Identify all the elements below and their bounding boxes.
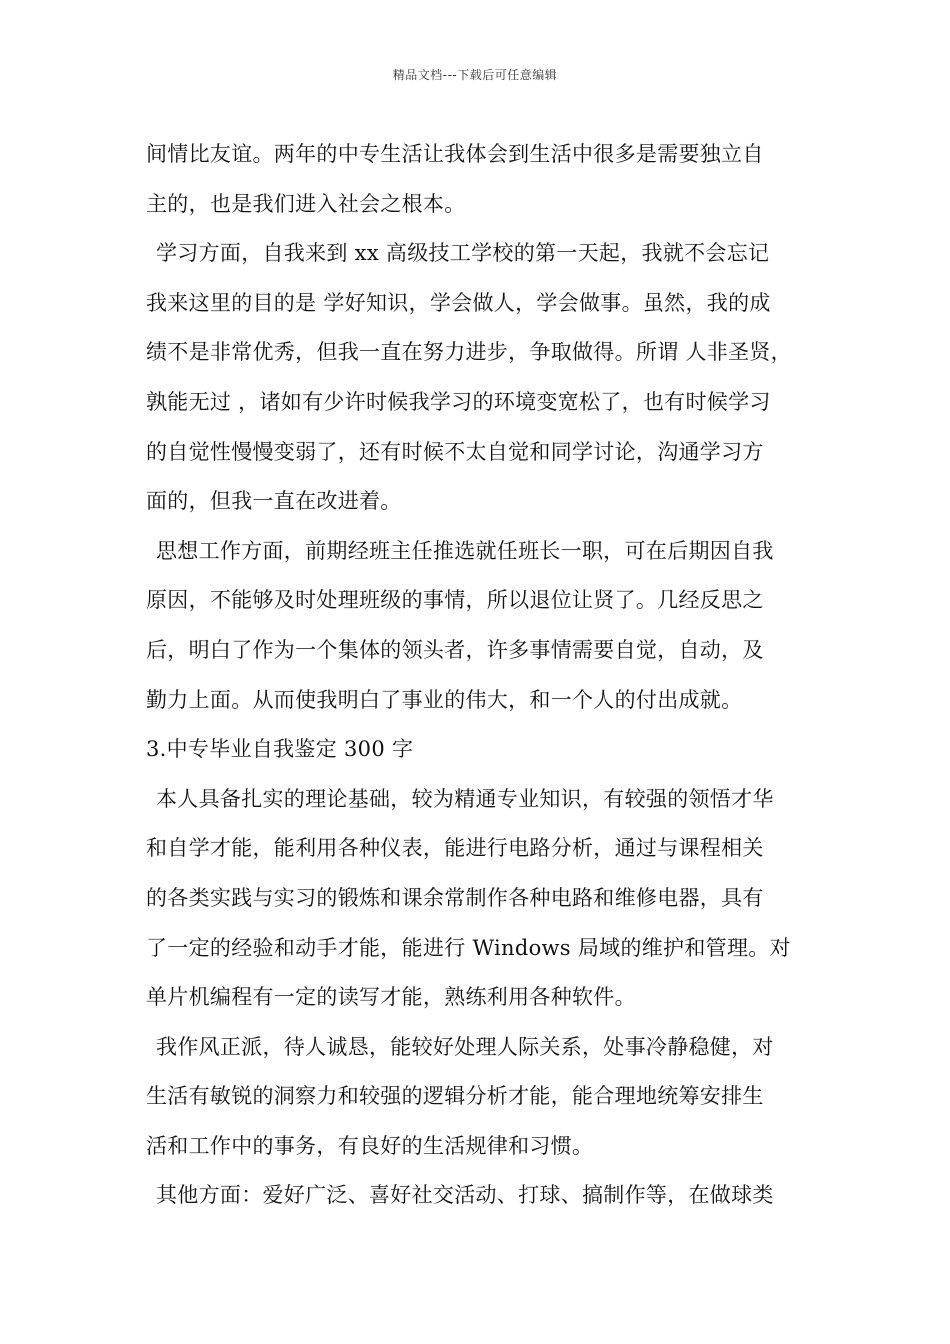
text-line: 思想工作方面，前期经班主任推选就任班长一职，可在后期因自我 <box>156 538 774 563</box>
text-line: 了一定的经验和动手才能，能进行 Windows 局域的维护和管理。对 <box>146 935 791 960</box>
text-line: 我作风正派，待人诚恳，能较好处理人际关系，处事冷静稳健，对 <box>156 1034 774 1059</box>
text-line: 3.中专毕业自我鉴定 300 字 <box>146 737 414 762</box>
text-line: 原因，不能够及时处理班级的事情，所以退位让贤了。几经反思之 <box>146 588 764 613</box>
text-line: 生活有敏锐的洞察力和较强的逻辑分析才能，能合理地统筹安排生 <box>146 1084 764 1109</box>
text-line: 我来这里的目的是 学好知识，学会做人，学会做事。虽然，我的成 <box>146 290 771 315</box>
text-line: 面的，但我一直在改进着。 <box>146 489 402 514</box>
text-line: 后，明白了作为一个集体的领头者，许多事情需要自觉，自动，及 <box>146 637 764 662</box>
text-line: 的各类实践与实习的锻炼和课余常制作各种电路和维修电器，具有 <box>146 885 764 910</box>
text-line: 其他方面：爱好广泛、喜好社交活动、打球、搞制作等，在做球类 <box>156 1183 774 1208</box>
text-line: 活和工作中的事务，有良好的生活规律和习惯。 <box>146 1133 594 1158</box>
text-line: 间情比友谊。两年的中专生活让我体会到生活中很多是需要独立自 <box>146 142 764 166</box>
text-line: 的自觉性慢慢变弱了，还有时候不太自觉和同学讨论，沟通学习方 <box>146 439 764 464</box>
text-line: 孰能无过 ，诸如有少许时候我学习的环境变宽松了，也有时候学习 <box>146 389 771 414</box>
document-body <box>146 130 816 1221</box>
text-line: 主的，也是我们进入社会之根本。 <box>146 191 466 216</box>
page-header: 精品文档---下载后可任意编辑 <box>392 68 558 82</box>
text-line: 勤力上面。从而使我明白了事业的伟大，和一个人的付出成就。 <box>146 687 743 712</box>
text-line: 单片机编程有一定的读写才能，熟练利用各种软件。 <box>146 985 636 1010</box>
text-line: 绩不是非常优秀，但我一直在努力进步，争取做得。所谓 人非圣贤， <box>146 340 792 365</box>
text-line: 本人具备扎实的理论基础，较为精通专业知识，有较强的领悟才华 <box>156 786 774 811</box>
text-line: 和自学才能，能利用各种仪表，能进行电路分析，通过与课程相关 <box>146 836 764 861</box>
text-line: 学习方面，自我来到 xx 高级技工学校的第一天起，我就不会忘记 <box>156 241 770 266</box>
